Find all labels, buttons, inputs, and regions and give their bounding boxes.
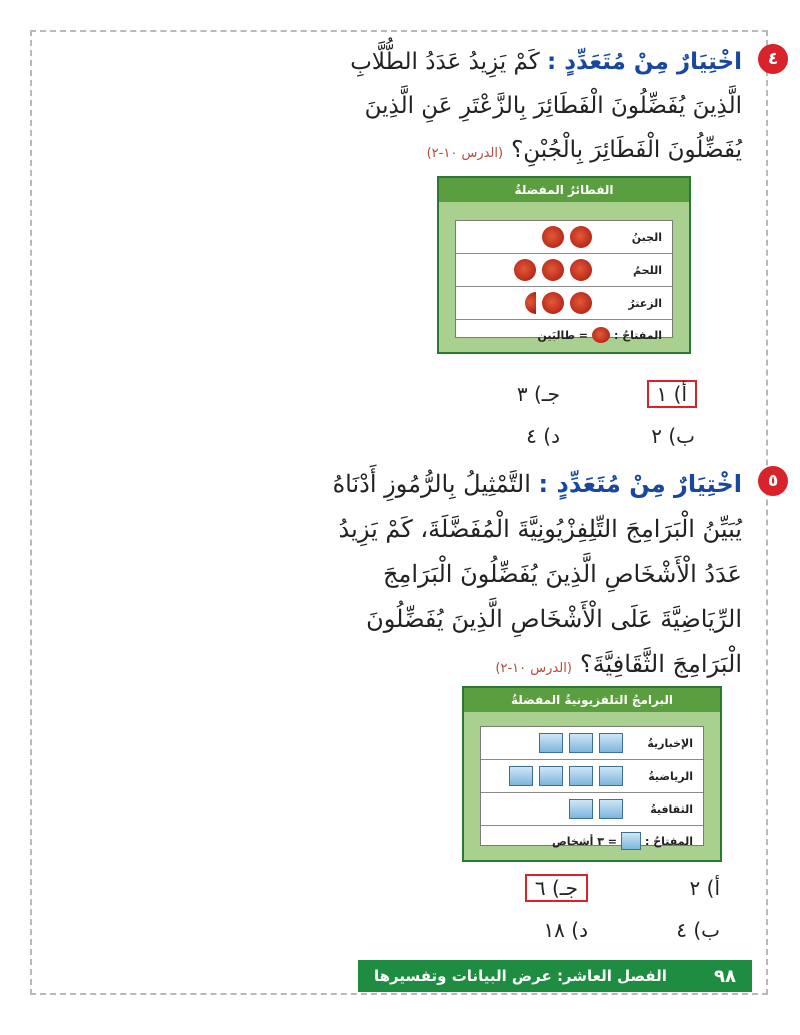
option-d[interactable]: د) ١٨ xyxy=(543,918,588,942)
lesson-reference: (الدرس ١٠-٢) xyxy=(426,146,504,161)
lesson-reference: (الدرس ١٠-٢) xyxy=(495,661,572,676)
pizza-icon xyxy=(570,259,592,281)
question-text: اخْتِيَارٌ مِنْ مُتَعَدِّدٍ : كَمْ يَزِيدُ عَدَدُ الطُّلَّابِ الَّذِينَ يُفَضِّلُونَ الْفَطَائِرَ بِالزَّعْتَرِ عَنِ الَّذِينَ يُفَضِّلُونَ الْفَطَائِرَ بِالْجُبْنِ؟(الدرس ١٠-٢) xyxy=(350,49,742,163)
pizza-icon xyxy=(542,292,564,314)
pizza-icon xyxy=(514,259,536,281)
pictograph-table xyxy=(455,220,673,342)
option-c[interactable] xyxy=(525,876,588,900)
pictograph-tv-programs xyxy=(462,686,722,862)
option-a[interactable] xyxy=(647,382,697,406)
pizza-icon xyxy=(592,327,610,343)
tv-square-icon xyxy=(569,799,593,819)
question-4 xyxy=(182,40,779,176)
pizza-icon xyxy=(570,292,592,314)
question-number-badge: ٥ xyxy=(758,466,788,496)
half-pizza-icon xyxy=(525,292,536,314)
pictograph-title: الفطائرُ المفضلةُ xyxy=(439,178,689,202)
tv-square-icon xyxy=(539,733,563,753)
question-5 xyxy=(82,462,779,691)
pictograph-row: اللحمُ xyxy=(456,254,672,287)
option-b[interactable]: ب) ٤ xyxy=(676,918,720,942)
question-keyword: اخْتِيَارٌ مِنْ مُتَعَدِّدٍ : xyxy=(547,49,742,75)
selected-answer-box: أ) ١ xyxy=(647,380,697,408)
option-d[interactable]: د) ٤ xyxy=(526,424,560,448)
question-text: اخْتِيَارٌ مِنْ مُتَعَدِّدٍ : التَّمْثِيلُ بِالرُّمُوزِ أَدْنَاهُ يُبَيِّنُ الْبَرَامِجَ التِّلِفِزْيُونِيَّةَ الْمُفَضَّلَةَ، كَمْ يَزِيدُ عَدَدُ الْأَشْخَاصِ الَّذِينَ يُفَضِّلُونَ الْبَرَامِجَ الرِّيَاضِيَّةَ عَلَى الْأَشْخَاصِ الَّذِينَ يُفَضِّلُونَ الْبَرَامِجَ الثَّقَافِيَّةَ؟(الدرس ١٠-٢) xyxy=(332,470,742,678)
pictograph-key: المفتاحُ : = ٣ أشخاص xyxy=(481,826,703,856)
option-a[interactable]: أ) ٢ xyxy=(689,876,720,900)
pictograph-row: الجبنُ xyxy=(456,221,672,254)
tv-square-icon xyxy=(569,766,593,786)
pictograph-pizzas xyxy=(437,176,691,354)
page-number: ٩٨ xyxy=(714,965,736,987)
tv-square-icon xyxy=(599,799,623,819)
pictograph-table xyxy=(480,726,704,846)
pictograph-title: البرامجُ التلفزيونيةُ المفضلةُ xyxy=(464,688,720,712)
tv-square-icon xyxy=(569,733,593,753)
tv-square-icon xyxy=(539,766,563,786)
tv-square-icon xyxy=(621,832,641,850)
option-c[interactable]: جـ) ٣ xyxy=(516,382,560,406)
pizza-icon xyxy=(542,226,564,248)
chapter-title: الفصل العاشر: عرض البيانات وتفسيرها xyxy=(374,967,667,985)
selected-answer-box: جـ) ٦ xyxy=(525,874,588,902)
pizza-icon xyxy=(542,259,564,281)
pictograph-row: الرياضيةُ xyxy=(481,760,703,793)
option-b[interactable]: ب) ٢ xyxy=(651,424,695,448)
tv-square-icon xyxy=(599,766,623,786)
pizza-icon xyxy=(570,226,592,248)
pictograph-row: الإخباريةُ xyxy=(481,727,703,760)
pictograph-row: الزعترُ xyxy=(456,287,672,320)
tv-square-icon xyxy=(599,733,623,753)
question-number-badge: ٤ xyxy=(758,44,788,74)
page-footer xyxy=(358,960,752,992)
pictograph-row: الثقافيةُ xyxy=(481,793,703,826)
pictograph-key: المفتاحُ : = طالبَين xyxy=(537,328,662,342)
question-keyword: اخْتِيَارٌ مِنْ مُتَعَدِّدٍ : xyxy=(538,470,742,498)
tv-square-icon xyxy=(509,766,533,786)
